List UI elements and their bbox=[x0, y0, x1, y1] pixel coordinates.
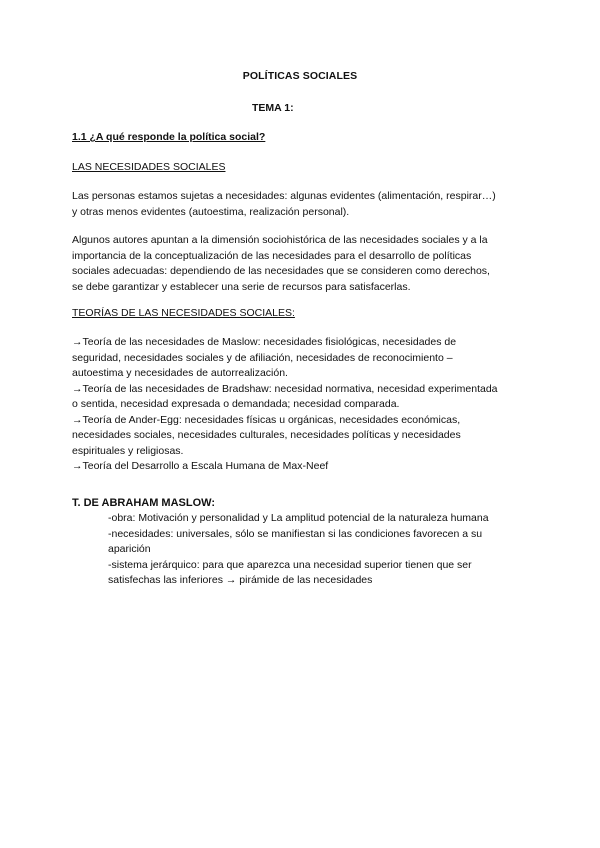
maslow-line: aparición bbox=[108, 543, 151, 555]
teoria-line: o sentida, necesidad expresada o demandada; necesidad comparada. bbox=[72, 398, 400, 410]
teoria-line: →Teoría de Ander-Egg: necesidades físicas u orgánicas, necesidades económicas, bbox=[72, 413, 461, 426]
necesidades-paragraph-2 bbox=[72, 233, 528, 295]
maslow-line: -sistema jerárquico: para que aparezca una necesidad superior tienen que ser bbox=[108, 558, 472, 571]
teoria-line: espirituales y religiosas. bbox=[72, 444, 184, 457]
document-subtitle: TEMA 1: bbox=[252, 102, 294, 114]
paragraph-line: Las personas estamos sujetas a necesidades: algunas evidentes (alimentación, respirar…) bbox=[72, 190, 496, 202]
necesidades-heading: LAS NECESIDADES SOCIALES bbox=[72, 161, 226, 173]
maslow-line: satisfechas las inferiores → pirámide de las necesidades bbox=[108, 574, 373, 586]
teoria-line: →Teoría del Desarrollo a Escala Humana de Max-Neef bbox=[72, 460, 329, 472]
teoria-line: →Teoría de las necesidades de Bradshaw: necesidad normativa, necesidad experimentada bbox=[72, 382, 498, 395]
maslow-heading: T. DE ABRAHAM MASLOW: bbox=[72, 497, 215, 509]
teorias-heading: TEORÍAS DE LAS NECESIDADES SOCIALES: bbox=[72, 307, 295, 319]
teoria-line: seguridad, necesidades sociales y de afiliación, necesidades de reconocimiento – bbox=[72, 351, 453, 364]
maslow-line: -necesidades: universales, sólo se manifiestan si las condiciones favorecen a su bbox=[108, 527, 483, 540]
paragraph-line: importancia de la conceptualización de las necesidades para el desarrollo de políticas bbox=[72, 249, 472, 262]
document-title: POLÍTICAS SOCIALES bbox=[242, 70, 358, 82]
maslow-list bbox=[108, 511, 528, 589]
necesidades-paragraph-1 bbox=[72, 189, 528, 220]
paragraph-line: Algunos autores apuntan a la dimensión sociohistórica de las necesidades sociales y a la bbox=[72, 234, 488, 246]
teoria-line: necesidades sociales, necesidades culturales, necesidades políticas y necesidades bbox=[72, 429, 461, 441]
teoria-line: autoestima y necesidades de autorrealización. bbox=[72, 367, 288, 379]
paragraph-line: se debe garantizar y establecer una serie de recursos para satisfacerlas. bbox=[72, 280, 411, 293]
section-1-heading: 1.1 ¿A qué responde la política social? bbox=[72, 131, 266, 143]
paragraph-line: sociales adecuadas: dependiendo de las necesidades que se consideren como derechos, bbox=[72, 265, 490, 277]
maslow-line: -obra: Motivación y personalidad y La amplitud potencial de la naturaleza humana bbox=[108, 512, 489, 524]
teoria-line: →Teoría de las necesidades de Maslow: necesidades fisiológicas, necesidades de bbox=[72, 336, 457, 348]
teorias-list bbox=[72, 335, 528, 475]
paragraph-line: y otras menos evidentes (autoestima, realización personal). bbox=[72, 205, 350, 218]
